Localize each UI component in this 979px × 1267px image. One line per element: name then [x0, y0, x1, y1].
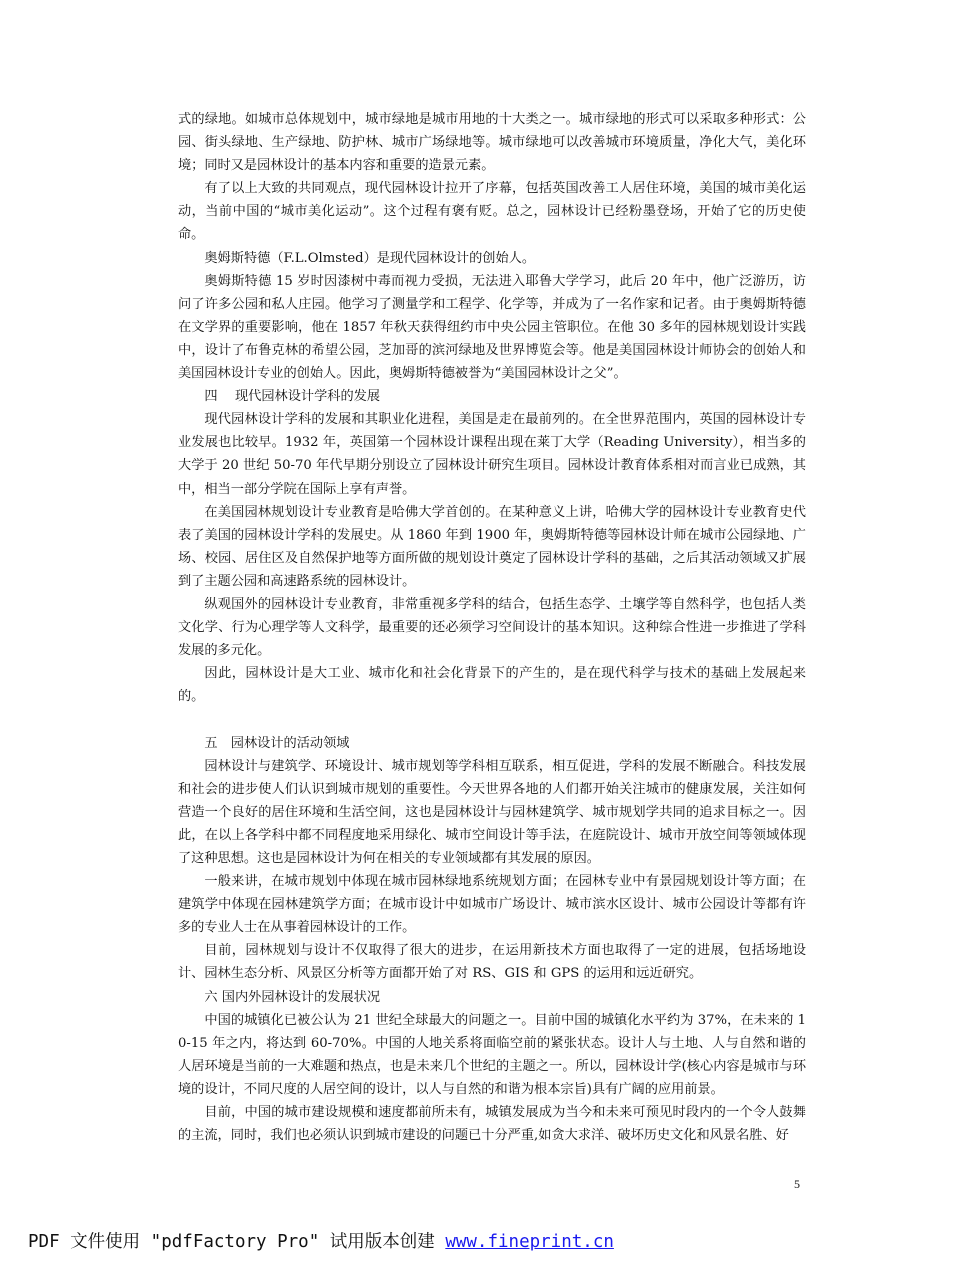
paragraph: 奥姆斯特德 15 岁时因漆树中毒而视力受损，无法进入耶鲁大学学习，此后 20 年中，他广泛游历，访问了许多公园和私人庄园。他学习了测量学和工程学、化学等，并成为了一名作家和记者。由于奥姆斯特德在文学界的重要影响，他在 1857 年秋天获得纽约市中央公园主管职位。在他 30 多年的园林规划设计实践中，设计了布鲁克林的希望公园，芝加哥的滨河绿地及世界博览会等。他是美国园林设计师协会的创始人和美国园林设计专业的创始人。因此，奥姆斯特德被誉为“美国园林设计之父”。 — [178, 273, 806, 382]
paragraph: 有了以上大致的共同观点，现代园林设计拉开了序幕，包括英国改善工人居住环境，美国的城市美化运动，当前中国的“城市美化运动”。这个过程有褒有贬。总之，园林设计已经粉墨登场，开始了它的历史使命。 — [178, 181, 806, 243]
paragraph: 中国的城镇化已被公认为 21 世纪全球最大的问题之一。目前中国的城镇化水平约为 37%，在未来的 10-15 年之内，将达到 60-70%。中国的人地关系将面临空前的紧张状态。设计人与土地、人与自然和谐的人居环境是当前的一大难题和热点，也是未来几个世纪的主题之一。所以，园林设计学(核心内容是城市与环境的设计，不同尺度的人居空间的设计，以人与自然的和谐为根本宗旨)具有广阔的应用前景。 — [178, 1012, 806, 1097]
section-heading: 五 园林设计的活动领域 — [204, 735, 350, 751]
pdf-footer — [28, 1228, 614, 1253]
paragraph: 现代园林设计学科的发展和其职业化进程，美国是走在最前列的。在全世界范围内，英国的园林设计专业发展也比较早。1932 年，英国第一个园林设计课程出现在莱丁大学（Reading University），相当多的大学于 20 世纪 50-70 年代早期分别设立了园林设计研究生项目。园林设计教育体系相对而言业已成熟，其中，相当一部分学院在国际上享有声誉。 — [178, 412, 806, 497]
paragraph: 因此，园林设计是大工业、城市化和社会化背景下的产生的，是在现代科学与技术的基础上发展起来的。 — [178, 666, 806, 705]
page-body — [178, 108, 806, 1147]
paragraph: 园林设计与建筑学、环境设计、城市规划等学科相互联系，相互促进，学科的发展不断融合。科技发展和社会的进步使人们认识到城市规划的重要性。今天世界各地的人们都开始关注城市的健康发展，关注如何营造一个良好的居住环境和生活空间，这也是园林设计与园林建筑学、城市规划学共同的追求目标之一。因此，在以上各学科中都不同程度地采用绿化、城市空间设计等手法，在庭院设计、城市开放空间等领域体现了这种思想。这也是园林设计为何在相关的专业领域都有其发展的原因。 — [178, 758, 806, 866]
blank-line — [178, 708, 806, 731]
paragraph: 纵观国外的园林设计专业教育，非常重视多学科的结合，包括生态学、土壤学等自然科学，也包括人类文化学、行为心理学等人文科学，最重要的还必须学习空间设计的基本知识。这种综合性进一步推进了学科发展的多元化。 — [178, 596, 806, 659]
footer-link[interactable]: www.fineprint.cn — [445, 1232, 614, 1252]
paragraph: 奥姆斯特德（F.L.Olmsted）是现代园林设计的创始人。 — [204, 250, 536, 266]
paragraph: 在美国园林规划设计专业教育是哈佛大学首创的。在某种意义上讲，哈佛大学的园林设计专业教育史代表了美国的园林设计学科的发展史。从 1860 年到 1900 年，奥姆斯特德等园林设计师在城市公园绿地、广场、校园、居住区及自然保护地等方面所做的规划设计奠定了园林设计学科的基础，之后其活动领域又扩展到了主题公园和高速路系统的园林设计。 — [178, 504, 806, 589]
paragraph: 式的绿地。如城市总体规划中，城市绿地是城市用地的十大类之一。城市绿地的形式可以采取多种形式：公园、街头绿地、生产绿地、防护林、城市广场绿地等。城市绿地可以改善城市环境质量，净化大气，美化环境；同时又是园林设计的基本内容和重要的造景元素。 — [178, 112, 806, 174]
page-number: 5 — [794, 1177, 800, 1191]
paragraph: 目前，园林规划与设计不仅取得了很大的进步，在运用新技术方面也取得了一定的进展，包括场地设计、园林生态分析、风景区分析等方面都开始了对 RS、GIS 和 GPS 的运用和远近研究。 — [178, 943, 806, 982]
section-heading: 四 现代园林设计学科的发展 — [204, 389, 381, 405]
footer-text: PDF 文件使用 "pdfFactory Pro" 试用版本创建 — [28, 1232, 446, 1252]
section-heading: 六 国内外园林设计的发展状况 — [204, 989, 381, 1005]
paragraph: 目前，中国的城市建设规模和速度都前所未有，城镇发展成为当今和未来可预见时段内的一个令人鼓舞的主流，同时，我们也必须认识到城市建设的问题已十分严重,如贪大求洋、破坏历史文化和风景名胜、好 — [178, 1105, 806, 1144]
paragraph: 一般来讲，在城市规划中体现在城市园林绿地系统规划方面；在园林专业中有景园规划设计等方面；在建筑学中体现在园林建筑学方面；在城市设计中如城市广场设计、城市滨水区设计、城市公园设计等都有许多的专业人士在从事着园林设计的工作。 — [178, 874, 806, 936]
